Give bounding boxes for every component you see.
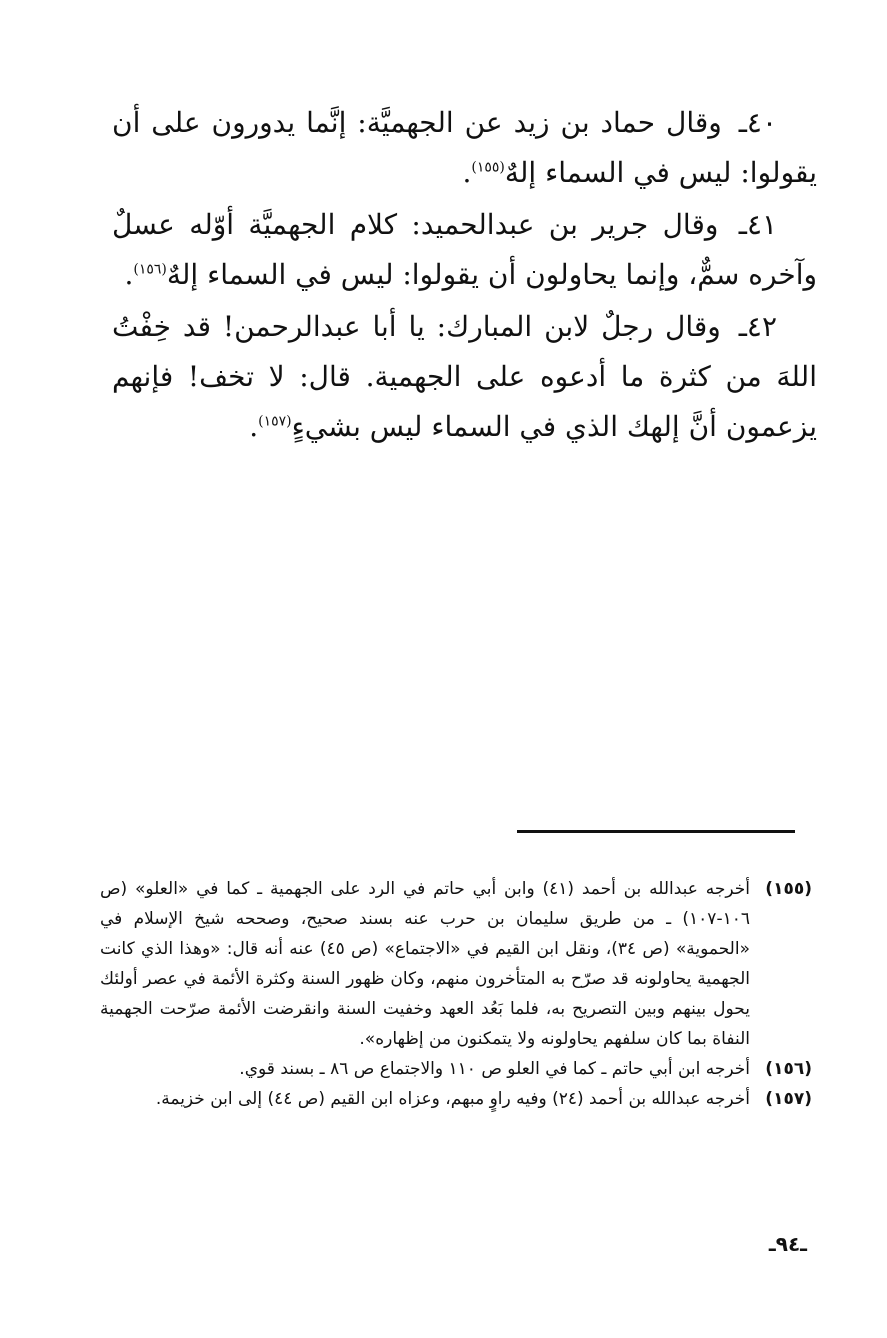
footnote-number: (١٥٥) xyxy=(765,879,812,899)
footnote-ref[interactable]: (١٥٦) xyxy=(133,261,167,278)
paragraph-number: ٤٠ـ xyxy=(738,106,777,139)
footnotes xyxy=(100,874,812,1114)
paragraph-number: ٤١ـ xyxy=(738,208,778,241)
footnote-separator xyxy=(517,830,795,833)
footnote-number: (١٥٦) xyxy=(765,1059,812,1079)
paragraph-42 xyxy=(112,302,817,452)
main-text xyxy=(112,98,817,454)
paragraph-number: ٤٢ـ xyxy=(738,310,777,343)
paragraph-40 xyxy=(112,98,817,198)
paragraph-text: وقال حماد بن زيد عن الجهميَّة: إنَّما يدورون على أن يقولوا: ليس في السماء إلهٌ xyxy=(112,106,817,189)
footnote-text: أخرجه عبدالله بن أحمد (٢٤) وفيه راوٍ مبهم، وعزاه ابن القيم (ص ٤٤) إلى ابن خزيمة. xyxy=(155,1089,750,1109)
footnote-155 xyxy=(100,874,812,1054)
paragraph-end: . xyxy=(249,410,259,443)
paragraph-end: . xyxy=(124,258,134,291)
footnote-text: أخرجه ابن أبي حاتم ـ كما في العلو ص ١١٠ والاجتماع ص ٨٦ ـ بسند قوي. xyxy=(239,1059,750,1079)
paragraph-end: . xyxy=(462,156,472,189)
footnote-ref[interactable]: (١٥٥) xyxy=(471,159,505,176)
footnote-text: أخرجه عبدالله بن أحمد (٤١) وابن أبي حاتم في الرد على الجهمية ـ كما في «العلو» (ص ١٠٦-١٠٧) ـ من طريق سليمان بن حرب عنه بسند صحيح، وصححه شيخ الإسلام في «الحموية» (ص ٣٤)، ونقل ابن القيم في «الاجتماع» (ص ٤٥) عنه أنه قال: «وهذا الذي كانت الجهمية يحاولونه قد صرّح به المتأخرون منهم، وكان ظهور السنة وكثرة الأئمة في عصر أولئك يحول بينهم وبين التصريح به، فلما بَعُد العهد وخفيت السنة وانقرضت الأئمة صرّحت الجهمية النفاة بما كان سلفهم يحاولونه ولا يتمكنون من إظهاره». xyxy=(100,879,750,1049)
footnote-156 xyxy=(100,1054,812,1084)
paragraph-41 xyxy=(112,200,817,300)
footnote-ref[interactable]: (١٥٧) xyxy=(258,413,292,430)
paragraph-text: وقال جرير بن عبدالحميد: كلام الجهميَّة أوّله عسلٌ وآخره سمٌّ، وإنما يحاولون أن يقولوا: ليس في السماء إلهٌ xyxy=(112,208,817,291)
paragraph-text: وقال رجلٌ لابن المبارك: يا أبا عبدالرحمن! قد خِفْتُ اللهَ من كثرة ما أدعوه على الجهمية. قال: لا تخف! فإنهم يزعمون أنَّ إلهك الذي في السماء ليس بشيءٍ xyxy=(112,310,817,443)
footnote-157 xyxy=(100,1084,812,1114)
footnote-number: (١٥٧) xyxy=(765,1089,812,1109)
page-number: ـ٩٤ـ xyxy=(768,1232,807,1256)
